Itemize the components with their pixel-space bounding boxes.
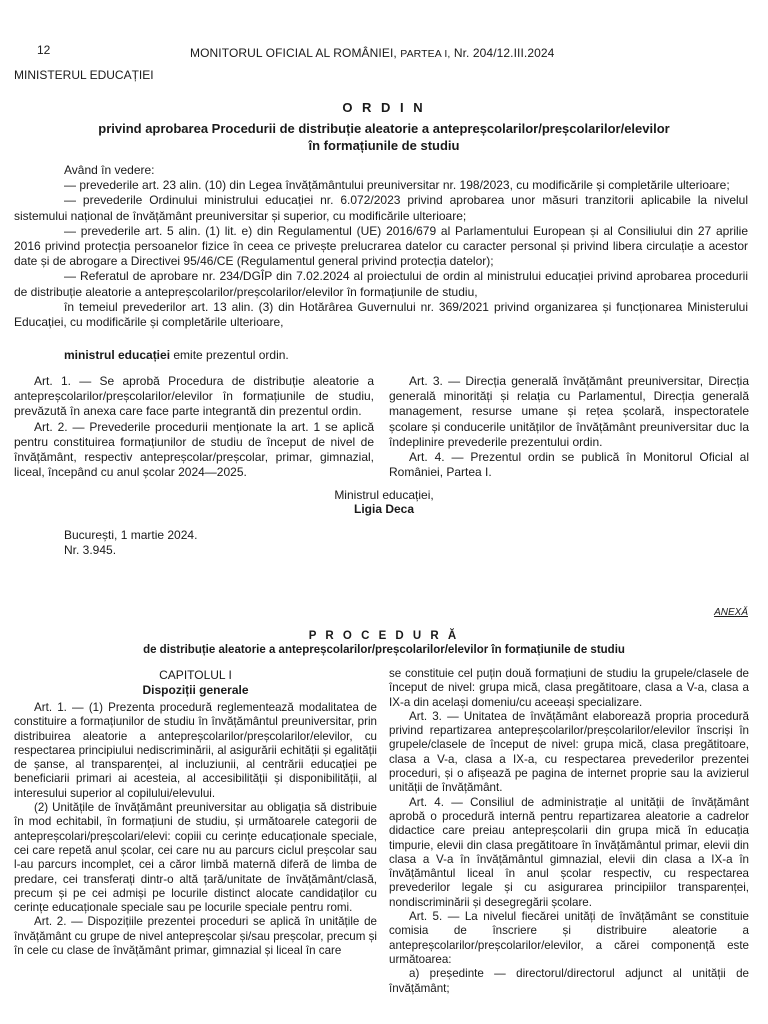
order-article: Art. 2. — Prevederile procedurii menționate la art. 1 se aplică pentru constituirea formațiunilor de studiu de început de nivel de învățământ, respectiv antepreșcolar/preșcolar, primar, gimnazial, liceal, începând cu anul școlar 2024—2025. [14, 419, 374, 480]
issuer: MINISTERUL EDUCAȚIEI [14, 68, 154, 82]
chapter-title: Dispoziții generale [142, 683, 249, 697]
preamble-paragraph: în temeiul prevederilor art. 13 alin. (3) din Hotărârea Guvernului nr. 369/2021 privind organizarea și funcționarea Ministerului Educației, cu modificările și completările ulterioare, [14, 299, 748, 330]
publication-part: PARTEA I, [400, 48, 451, 60]
enactment-text: emite prezentul ordin. [170, 348, 289, 362]
procedure-title: P R O C E D U R Ă [308, 630, 460, 642]
procedure-paragraph: (2) Unitățile de învățământ preuniversitar au obligația să distribuie în mod echitabil, în formațiuni de studiu, și următoarele categorii de antepreșcolari/preșcolari/elevi: copiii cu cerințe educaționale speciale, cei care repetă anul școlar, cei care nu au parcurs ciclul preșcolar sau l-au parcurs incomplet, cei a căror limbă maternă diferă de limba de predare, cei transferați dintr-o altă țară/unitate de învățământ/clasă, precum și pe cei admiși pe locurile distinct alocate candidaților cu cerințe educaționale speciale sau pe locurile speciale pentru romi. [14, 801, 377, 915]
chapter-heading: CAPITOLUL I [159, 668, 232, 682]
page-number: 12 [37, 43, 51, 57]
order-articles-left [14, 374, 374, 480]
signature-block [0, 488, 768, 516]
preamble [14, 163, 748, 330]
order-subtitle [0, 120, 768, 154]
place-date: București, 1 martie 2024. [64, 528, 198, 542]
annex-label: ANEXĂ [714, 607, 748, 618]
order-articles-right [389, 374, 749, 480]
preamble-paragraph: — prevederile art. 5 alin. (1) lit. e) din Regulamentul (UE) 2016/679 al Parlamentului European și al Consiliului din 27 aprilie 2016 privind protecția persoanelor fizice în ceea ce privește prelucrarea datelor cu caracter personal și privind libera circulație a acestor date și de abrogare a Directivei 95/46/CE (Regulamentul general privind protecția datelor); [14, 223, 748, 269]
enactment-line [64, 348, 289, 362]
order-article: Art. 1. — Se aprobă Procedura de distribuție aleatorie a antepreșcolarilor/preșcolarilor/elevilor în formațiunile de studiu, prevăzută în anexa care face parte integrantă din prezentul ordin. [14, 374, 374, 419]
enactment-subject: ministrul educației [64, 348, 171, 362]
procedure-subtitle: de distribuție aleatorie a antepreșcolarilor/preșcolarilor/elevilor în formațiunile de studiu [143, 644, 625, 656]
procedure-paragraph: Art. 4. — Consiliul de administrație al unității de învățământ aprobă o procedură internă pentru repartizarea aleatorie a cadrelor didactice care preiau antepreșcolarii din grupa mică în educația timpurie, elevii din clasa pregătitoare în învățământul primar, elevii din clasa a V-a în învățământul gimnazial, elevii din clasa a IX-a în învățământul liceal în anul școlar respectiv, cu respectarea prevederilor legale și cu asigurarea principiilor transparenței, nondiscriminării și desegregării școlare. [389, 795, 749, 909]
order-number: Nr. 3.945. [64, 543, 117, 557]
order-subtitle-line: privind aprobarea Procedurii de distribuție aleatorie a antepreșcolarilor/preșcolarilor/elevilor [98, 121, 670, 136]
preamble-paragraph: — Referatul de aprobare nr. 234/DGÎP din 7.02.2024 al proiectului de ordin al ministrului educației privind aprobarea procedurii de distribuție aleatorie a antepreșcolarilor/preșcolarilor/elevilor în formațiunile de studiu, [14, 269, 748, 299]
signatory-title: Ministrul educației, [334, 488, 434, 502]
procedure-column-left [14, 701, 377, 958]
order-title: O R D I N [342, 100, 426, 115]
procedure-paragraph: a) președinte — directorul/directorul adjunct al unității de învățământ; [389, 967, 749, 995]
publication-name: MONITORUL OFICIAL AL ROMÂNIEI, [190, 46, 397, 60]
signatory-name: Ligia Deca [353, 502, 415, 516]
procedure-paragraph-continuation: se constituie cel puțin două formațiuni de studiu la grupele/clasele de început de nivel: grupa mică, clasa pregătitoare, clasa a V-a, clasa a IX-a din același domeniu/cu aceeași specializare. [389, 667, 749, 709]
procedure-paragraph: Art. 3. — Unitatea de învățământ elaborează propria procedură privind repartizarea antepreșcolarilor/preșcolarilor/elevilor înscriși în grupele/clasele de început de nivel: grupa mică, clasa pregătitoare, clasa a V-a, clasa a IX-a, cu respectarea prevederilor prezentei proceduri, și o afișează pe pagina de internet proprie sau la avizierul unității de învățământ. [389, 709, 749, 795]
procedure-column-right [389, 667, 749, 996]
running-header [190, 46, 554, 60]
order-subtitle-line: în formațiunile de studiu [308, 138, 460, 153]
preamble-paragraph: — prevederile art. 23 alin. (10) din Legea învățământului preuniversitar nr. 198/2023, cu modificările și completările ulterioare; [64, 178, 730, 193]
preamble-paragraph: — prevederile Ordinului ministrului educației nr. 6.072/2023 privind aprobarea unor măsuri tranzitorii aplicabile la nivelul sistemului național de învățământ preuniversitar și superior, cu modificările ulterioare; [14, 193, 748, 223]
procedure-paragraph: Art. 5. — La nivelul fiecărei unități de învățământ se constituie comisia de înscriere și distribuire aleatorie a antepreșcolarilor/preșcolarilor/elevilor, a cărei componență este următoarea: [389, 910, 749, 966]
order-article: Art. 4. — Prezentul ordin se publică în Monitorul Oficial al României, Partea I. [389, 450, 749, 480]
order-article: Art. 3. — Direcția generală învățământ preuniversitar, Direcția generală minorități și relația cu Parlamentul, Direcția generală management, resurse umane și rețea școlară, inspectoratele școlare și conducerile unităților de învățământ preuniversitar duc la îndeplinire prevederile prezentului ordin. [389, 374, 749, 449]
preamble-paragraph: Având în vedere: [64, 163, 155, 177]
procedure-paragraph: Art. 2. — Dispozițiile prezentei proceduri se aplică în unitățile de învățământ cu grupe de nivel antepreșcolar și/sau preșcolar, precum și în cele cu clase de învățământ primar, gimnazial și liceal în care [14, 915, 377, 958]
place-date-block [64, 528, 197, 558]
publication-issue: Nr. 204/12.III.2024 [453, 46, 555, 60]
procedure-paragraph: Art. 1. — (1) Prezenta procedură reglementează modalitatea de constituire a formațiunilor de studiu în învățământul preuniversitar, prin distribuirea aleatorie a antepreșcolarilor/preșcolarilor/elevilor, cu respectarea principiului nediscriminării, al asigurării echității și egalității de șanse, al transparenței, al incluziunii, al centrării educației pe beneficiarii primari ai acesteia, al accesibilității și disponibilității, al interesului superior al copilului/elevului. [14, 701, 377, 800]
